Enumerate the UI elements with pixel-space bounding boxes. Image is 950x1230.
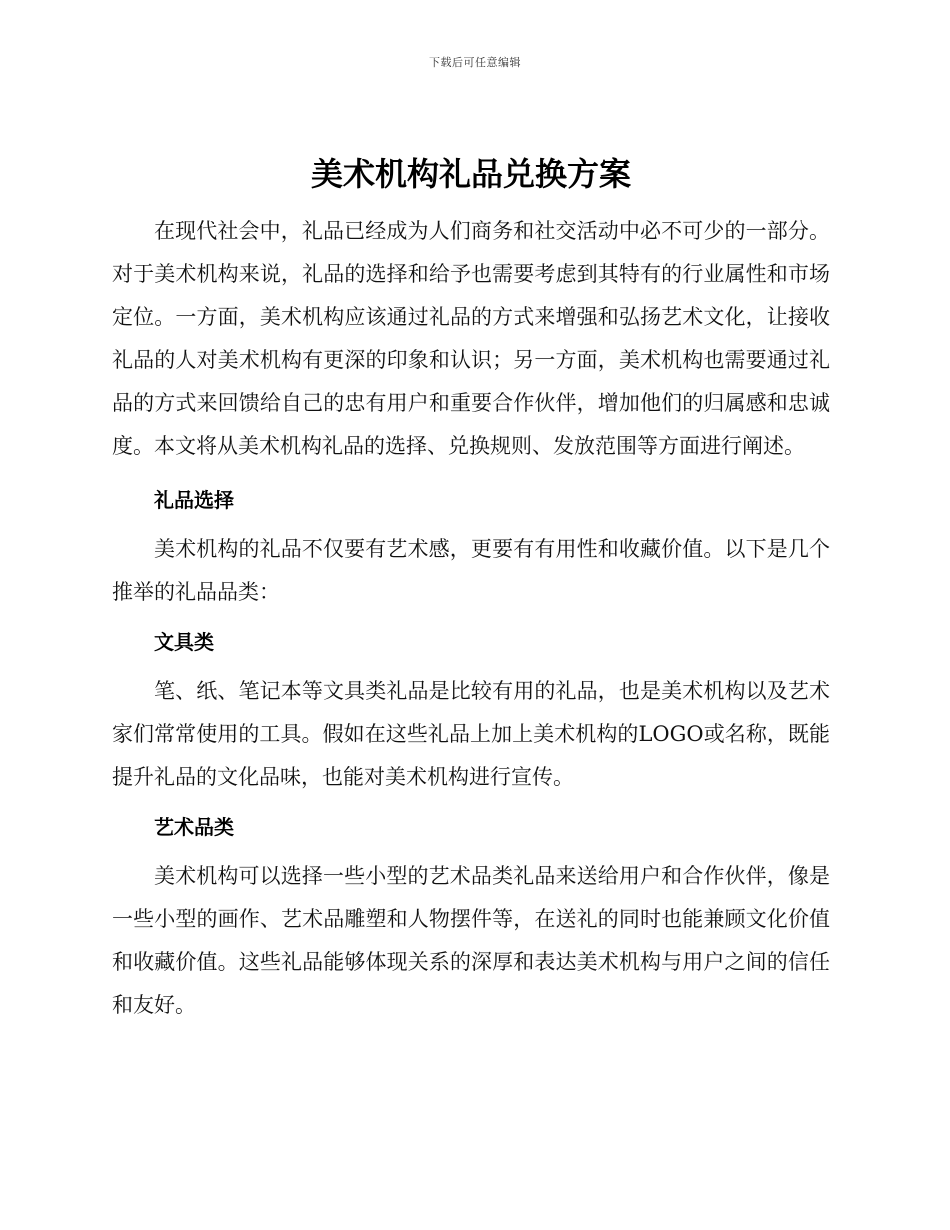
header-note: 下载后可任意编辑 bbox=[429, 56, 521, 69]
section-body-gift-selection: 美术机构的礼品不仅要有艺术感，更要有有用性和收藏价值。以下是几个推举的礼品品类： bbox=[112, 537, 830, 604]
section-heading-artwork: 艺术品类 bbox=[154, 815, 234, 839]
intro-paragraph: 在现代社会中，礼品已经成为人们商务和社交活动中必不可少的一部分。对于美术机构来说，礼品的选择和给予也需要考虑到其特有的行业属性和市场定位。一方面，美术机构应该通过礼品的方式来增强和弘扬艺术文化，让接收礼品的人对美术机构有更深的印象和认识；另一方面，美术机构也需要通过礼品的方式来回馈给自己的忠有用户和重要合作伙伴，增加他们的归属感和忠诚度。本文将从美术机构礼品的选择、兑换规则、发放范围等方面进行阐述。 bbox=[112, 219, 830, 458]
document-body bbox=[112, 148, 830, 1027]
section-body-artwork: 美术机构可以选择一些小型的艺术品类礼品来送给用户和合作伙伴，像是一些小型的画作、艺术品雕塑和人物摆件等，在送礼的同时也能兼顾文化价值和收藏价值。这些礼品能够体现关系的深厚和表达美术机构与用户之间的信任和友好。 bbox=[112, 864, 830, 1017]
section-body-stationery: 笔、纸、笔记本等文具类礼品是比较有用的礼品，也是美术机构以及艺术家们常常使用的工具。假如在这些礼品上加上美术机构的LOGO或名称，既能提升礼品的文化品味，也能对美术机构进行宣传。 bbox=[112, 679, 830, 789]
document-title: 美术机构礼品兑换方案 bbox=[310, 155, 631, 193]
section-heading-stationery: 文具类 bbox=[154, 630, 214, 654]
section-heading-gift-selection: 礼品选择 bbox=[154, 488, 234, 512]
